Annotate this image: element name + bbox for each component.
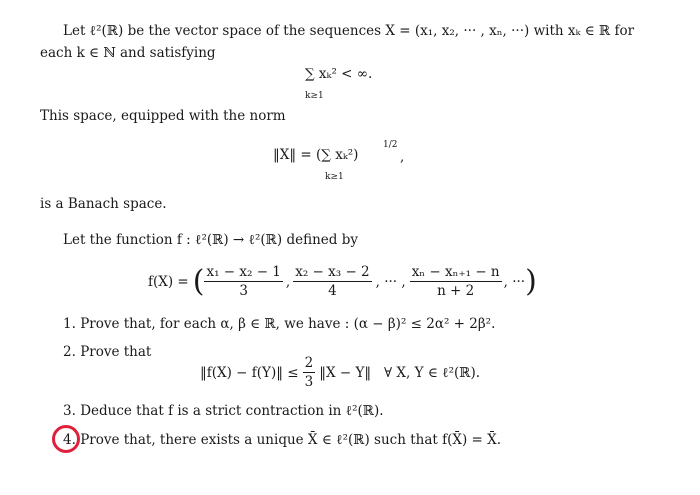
term-2-den: 4 — [328, 283, 337, 299]
left-paren: ( — [192, 263, 205, 299]
comma-1: , — [285, 273, 291, 290]
norm-intro: This space, equipped with the norm — [40, 108, 286, 124]
banach-text: is a Banach space. — [40, 196, 167, 212]
function-lhs: f(X) = — [148, 273, 189, 290]
question-3-number: 3. — [63, 403, 76, 419]
norm-formula — [273, 147, 358, 163]
intro-line-1: Let ℓ²(ℝ) be the vector space of the sequences X = (x₁, x₂, ··· , xₙ, ···) with xₖ ∈ ℝ for — [63, 23, 635, 39]
function-dots: , ··· , — [375, 273, 406, 290]
norm-lhs: ‖X‖ = — [273, 147, 317, 163]
q2-lhs: ‖f(X) − f(Y)‖ ≤ — [200, 364, 299, 381]
q2-rhs: ‖X − Y‖ ∀ X, Y ∈ ℓ²(ℝ). — [319, 364, 481, 381]
question-4 — [63, 432, 501, 448]
term-n-num: xₙ − xₙ₊₁ − n — [411, 264, 500, 280]
question-1 — [63, 316, 495, 332]
function-end: , ··· — [503, 273, 526, 290]
question-1-number: 1. — [63, 316, 76, 332]
question-2-number: 2. — [63, 344, 76, 360]
norm-tail: , — [400, 149, 405, 165]
sum-condition — [305, 66, 372, 82]
question-4-text: Prove that, there exists a unique X̄ ∈ ℓ²(ℝ) such that f(X̄) = X̄. — [80, 432, 502, 448]
intro-line-2: each k ∈ ℕ and satisfying — [40, 45, 216, 61]
norm-sum-index: k≥1 — [325, 172, 344, 182]
term-n-den: n + 2 — [437, 283, 475, 299]
q2-formula — [200, 355, 480, 390]
term-1 — [204, 264, 282, 299]
term-2 — [293, 264, 371, 299]
question-4-number: 4. — [63, 432, 76, 448]
function-formula — [148, 264, 537, 299]
term-1-den: 3 — [239, 283, 248, 299]
question-1-text: Prove that, for each α, β ∈ ℝ, we have : (α − β)² ≤ 2α² + 2β². — [80, 316, 496, 332]
q2-frac-num: 2 — [304, 355, 314, 371]
term-2-num: x₂ − x₃ − 2 — [295, 264, 370, 280]
sum-condition-formula: ∑ xₖ² < ∞. — [305, 66, 373, 82]
question-3-text: Deduce that f is a strict contraction in ℓ²(ℝ). — [80, 403, 384, 419]
sum-condition-index: k≥1 — [305, 91, 324, 101]
norm-exponent: 1/2 — [383, 140, 398, 150]
q2-frac-den: 3 — [304, 374, 314, 390]
term-1-num: x₁ − x₂ − 1 — [206, 264, 281, 280]
norm-body: (∑ xₖ²) — [316, 147, 359, 163]
highlight-circle — [52, 425, 80, 453]
question-2 — [63, 344, 151, 360]
right-paren: ) — [525, 263, 537, 299]
term-n — [410, 264, 502, 299]
function-intro: Let the function f : ℓ²(ℝ) → ℓ²(ℝ) defined by — [63, 232, 358, 248]
q2-fraction — [303, 355, 316, 390]
question-2-text: Prove that — [80, 344, 152, 360]
question-3 — [63, 403, 384, 419]
